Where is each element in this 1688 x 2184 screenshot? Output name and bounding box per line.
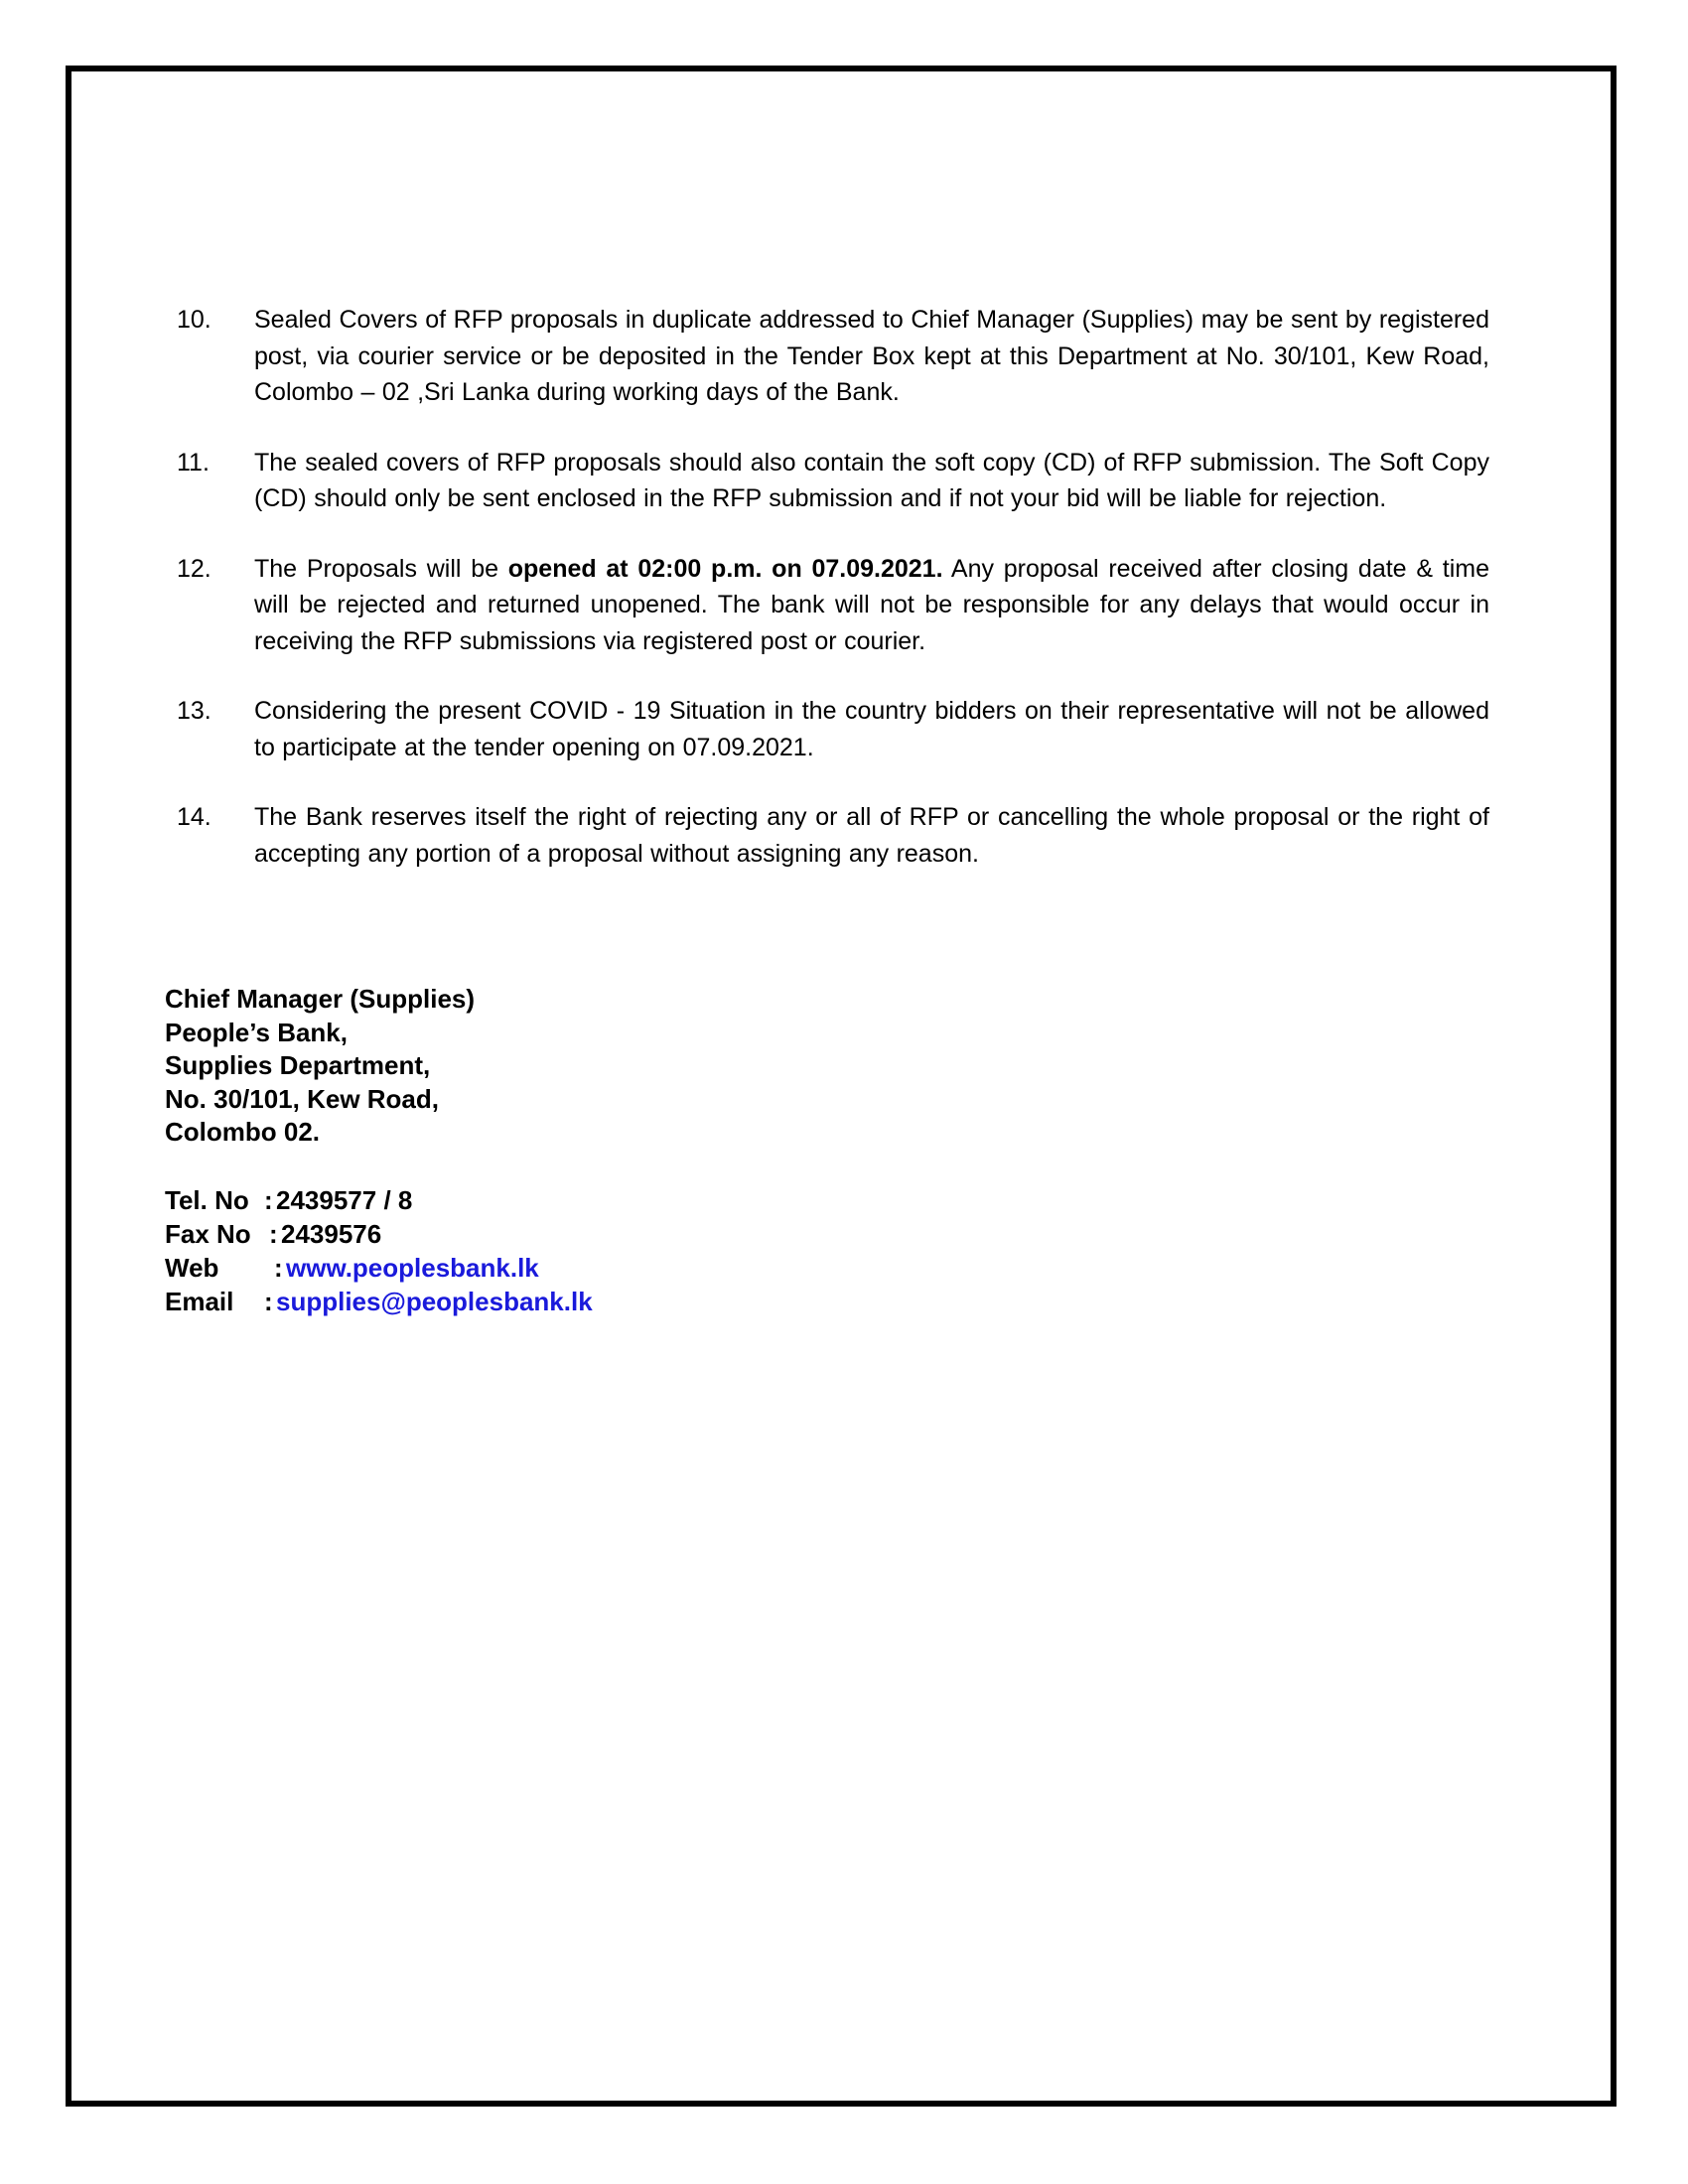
contact-label: Web (165, 1253, 219, 1283)
clause-number: 10. (177, 306, 211, 334)
contact-tel (165, 1183, 1058, 1217)
contact-separator: : (269, 1219, 278, 1249)
clause-text: The sealed covers of RFP proposals should also contain the soft copy (CD) of RFP submission. The Soft Copy (CD) should only be sent enclosed in the RFP submission and if not your bid will be liable for rejection. (254, 448, 1489, 512)
clause-item (177, 445, 1489, 517)
clause-number: 12. (177, 554, 211, 583)
clause-number: 14. (177, 803, 211, 831)
address-line: People’s Bank, (165, 1017, 348, 1047)
address-block (165, 983, 1058, 1150)
clauses-list (177, 302, 1489, 905)
clause-number: 11. (177, 448, 210, 477)
clause-text-end: Any proposal received after closing date & time will be rejected and returned unopened. The bank will not be responsible for any delays that would occur in receiving the RFP submissions via registered post or courier. (254, 554, 1489, 655)
clause-text: Considering the present COVID - 19 Situation in the country bidders on their representative will not be allowed to participate at the tender opening on 07.09.2021. (254, 697, 1489, 761)
clause-text-start: The Proposals will be (254, 554, 508, 583)
website-link[interactable]: www.peoplesbank.lk (286, 1253, 539, 1283)
contact-label: Email (165, 1287, 234, 1316)
address-line: Supplies Department, (165, 1050, 431, 1080)
contact-separator: : (264, 1287, 273, 1316)
clause-item (177, 693, 1489, 765)
contact-separator: : (264, 1185, 273, 1215)
clause-text: Sealed Covers of RFP proposals in duplicate addressed to Chief Manager (Supplies) may be sent by registered post, via courier service or be deposited in the Tender Box kept at this Department at No. 30/101, Kew Road, Colombo – 02 ,Sri Lanka during working days of the Bank. (254, 306, 1489, 406)
contact-fax (165, 1217, 1058, 1251)
clause-text (254, 551, 1489, 660)
clause-item (177, 799, 1489, 872)
clause-number: 13. (177, 697, 211, 725)
contact-web (165, 1251, 1058, 1285)
fax-value: 2439576 (281, 1219, 382, 1249)
address-line: Colombo 02. (165, 1117, 321, 1147)
clause-item (177, 551, 1489, 660)
clause-item (177, 302, 1489, 411)
contact-separator: : (274, 1253, 283, 1283)
clause-opening-time: opened at 02:00 p.m. on 07.09.2021. (507, 554, 943, 583)
contact-label: Tel. No (165, 1185, 249, 1215)
email-link[interactable]: supplies@peoplesbank.lk (276, 1287, 593, 1316)
address-line: No. 30/101, Kew Road, (165, 1083, 439, 1114)
contact-email (165, 1285, 1058, 1318)
clause-text: The Bank reserves itself the right of rejecting any or all of RFP or cancelling the whole proposal or the right of accepting any portion of a proposal without assigning any reason. (254, 803, 1489, 868)
address-line: Chief Manager (Supplies) (165, 984, 476, 1014)
contact-label: Fax No (165, 1219, 251, 1249)
tel-value: 2439577 / 8 (276, 1185, 413, 1215)
contact-block (165, 1183, 1058, 1318)
